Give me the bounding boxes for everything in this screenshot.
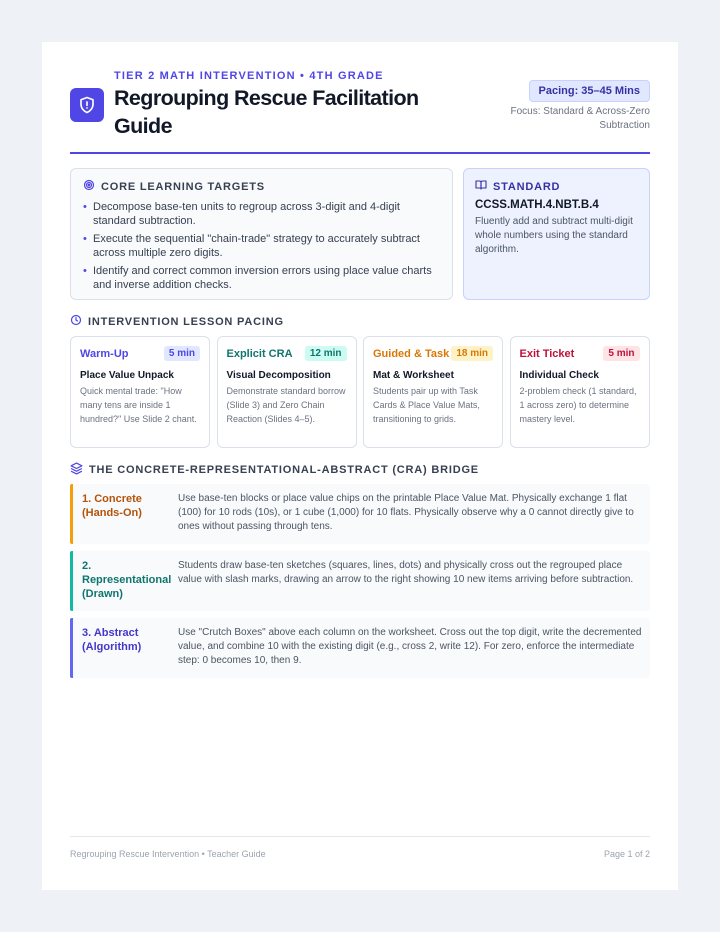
- pacing-card-description: 2-problem check (1 standard, 1 across zero) to determine mastery level.: [519, 386, 637, 424]
- pacing-card-time: 5 min: [603, 346, 639, 361]
- cra-accent-bar: [70, 618, 73, 678]
- learning-targets-list: [83, 200, 440, 292]
- pacing-card-subtitle: Individual Check: [519, 370, 599, 381]
- pacing-card-name: Exit Ticket: [519, 347, 575, 360]
- pacing-card-time: 5 min: [164, 346, 200, 361]
- cra-accent-bar: [70, 551, 73, 611]
- learning-targets-heading: [83, 179, 440, 194]
- pacing-card-name: Guided & Task: [373, 347, 450, 360]
- pacing-card-time: 12 min: [305, 346, 347, 361]
- footer-title: Regrouping Rescue Intervention • Teacher Guide: [70, 849, 266, 859]
- shield-alert-icon: [70, 88, 104, 122]
- layers-icon: [70, 462, 83, 478]
- cra-accent-bar: [70, 484, 73, 544]
- page-title: Regrouping Rescue Facilitation Guide: [114, 86, 419, 138]
- cra-stage-label: 3. Abstract (Algorithm): [82, 627, 142, 653]
- header: [70, 70, 650, 154]
- standard-title: STANDARD: [493, 180, 561, 193]
- pacing-card-header: [80, 346, 200, 361]
- eyebrow-label: TIER 2 MATH INTERVENTION • 4TH GRADE: [114, 70, 384, 82]
- cra-section-title: THE CONCRETE-REPRESENTATIONAL-ABSTRACT (CRA) BRIDGE: [89, 464, 479, 476]
- pacing-card-name: Warm-Up: [80, 347, 129, 360]
- list-item: • Execute the sequential "chain-trade" strategy to accurately subtract across multiple zero digits.: [83, 232, 440, 260]
- cra-row: [70, 484, 650, 544]
- pacing-card: [510, 336, 650, 448]
- pacing-card-subtitle: Visual Decomposition: [226, 370, 331, 381]
- clock-icon: [70, 314, 82, 329]
- page-number: Page 1 of 2: [603, 849, 650, 859]
- standard-code: CCSS.MATH.4.NBT.B.4: [475, 199, 599, 211]
- learning-targets-box: [70, 168, 453, 300]
- pacing-badge: Pacing: 35–45 Mins: [529, 80, 651, 102]
- pacing-card-subtitle: Place Value Unpack: [80, 370, 174, 381]
- cra-section-heading: [70, 462, 479, 478]
- cra-stage-text: Use base-ten blocks or place value chips on the printable Place Value Mat. Physically exchange 1 flat (100) for 10 rods (10s), or 1 cube (1,000) for 10 flats. Physically observe why a 0 cannot directly give to ones without passing through tens.: [178, 493, 634, 532]
- standard-heading: [475, 179, 638, 194]
- cra-row: [70, 618, 650, 678]
- cra-stage-label: 1. Concrete (Hands-On): [82, 493, 142, 519]
- standard-description: Fluently add and subtract multi-digit whole numbers using the standard algorithm.: [475, 216, 633, 255]
- target-icon: [83, 179, 95, 194]
- pacing-card-description: Quick mental trade: "How many tens are inside 1 hundred?" Use Slide 2 chant.: [80, 386, 197, 424]
- pacing-card-header: [520, 346, 640, 361]
- pacing-section-heading: [70, 314, 284, 329]
- cra-row: [70, 551, 650, 611]
- pacing-card-description: Demonstrate standard borrow (Slide 3) and Zero Chain Reaction (Slides 4–5).: [226, 386, 346, 424]
- pacing-card-description: Students pair up with Task Cards & Place Value Mats, transitioning to grids.: [373, 386, 480, 424]
- pacing-card-header: [227, 346, 347, 361]
- list-item: • Identify and correct common inversion errors using place value charts and inverse addition checks.: [83, 264, 440, 292]
- learning-targets-title: CORE LEARNING TARGETS: [101, 180, 265, 193]
- cra-stage-text: Students draw base-ten sketches (squares, lines, dots) and physically cross out the regrouped place value with slash marks, drawing an arrow to the right showing 10 new items arriving before subtraction.: [178, 560, 634, 585]
- cra-stage-label: 2. Representational (Drawn): [82, 560, 172, 600]
- pacing-card: [217, 336, 357, 448]
- focus-note: Focus: Standard & Across-Zero Subtraction: [510, 106, 650, 131]
- guide-page: [42, 42, 678, 890]
- pacing-card-subtitle: Mat & Worksheet: [373, 370, 454, 381]
- pacing-card-name: Explicit CRA: [226, 347, 293, 360]
- pacing-card-header: [373, 346, 493, 361]
- cra-stage-text: Use "Crutch Boxes" above each column on the worksheet. Cross out the top digit, write the decremented value, and combine 10 with the existing digit (e.g., cross 2, write 12). For zero, enforce the intermediate step: 0 becomes 10, then 9.: [178, 627, 642, 666]
- standard-box: [463, 168, 650, 300]
- book-icon: [475, 179, 487, 194]
- pacing-card-time: 18 min: [451, 346, 493, 361]
- pacing-card: [363, 336, 503, 448]
- footer-divider: [70, 836, 650, 837]
- pacing-section-title: INTERVENTION LESSON PACING: [88, 315, 284, 328]
- header-divider: [70, 152, 650, 154]
- list-item: • Decompose base-ten units to regroup across 3-digit and 4-digit standard subtraction.: [83, 200, 440, 228]
- pacing-card: [70, 336, 210, 448]
